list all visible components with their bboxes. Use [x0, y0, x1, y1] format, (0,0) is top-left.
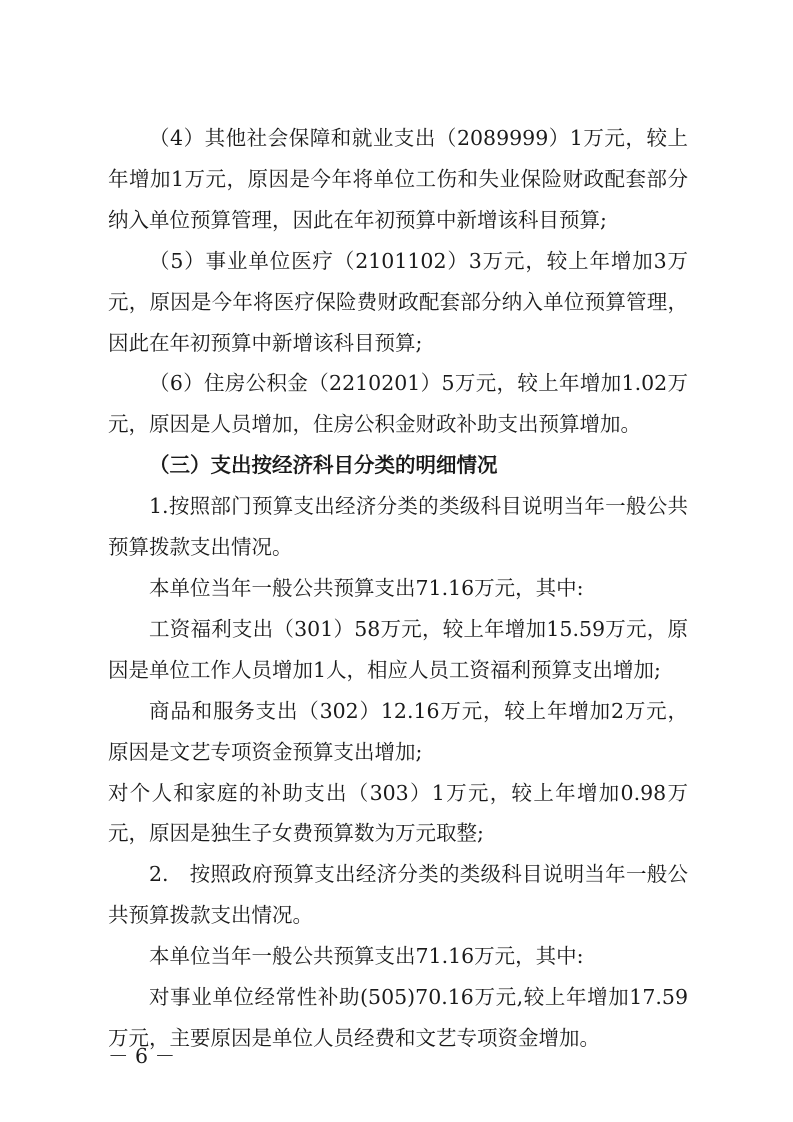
paragraph-household-subsidy: 对个人和家庭的补助支出（303）1万元，较上年增加0.98万元，原因是独生子女费预算数为万元取整; [108, 780, 688, 846]
paragraph-institution-subsidy: 对事业单位经常性补助(505)70.16万元,较上年增加17.59万元，主要原因是单位人员经费和文艺专项资金增加。 [108, 985, 688, 1050]
paragraph-goods-services: 商品和服务支出（302）12.16万元，较上年增加2万元，原因是文艺专项资金预算支出增加; [108, 698, 688, 764]
paragraph-total-expenditure-2: 本单位当年一般公共预算支出71.16万元，其中: [149, 944, 584, 969]
page-number: － 6 － [108, 1044, 176, 1068]
document-body [108, 118, 688, 1059]
paragraph-social-security: （4）其他社会保障和就业支出（2089999）1万元，较上年增加1万元，原因是今年将单位工伤和失业保险财政配套部分纳入单位预算管理，因此在年初预算中新增该科目预算; [108, 126, 688, 232]
paragraph-medical: （5）事业单位医疗（2101102）3万元，较上年增加3万元，原因是今年将医疗保险费财政配套部分纳入单位预算管理，因此在年初预算中新增该科目预算; [108, 248, 688, 355]
paragraph-total-expenditure: 本单位当年一般公共预算支出71.16万元，其中: [149, 575, 584, 600]
paragraph-wages-welfare: 工资福利支出（301）58万元，较上年增加15.59万元，原因是单位工作人员增加1人，相应人员工资福利预算支出增加; [108, 616, 688, 682]
paragraph-dept-budget-intro: 1.按照部门预算支出经济分类的类级科目说明当年一般公共预算拨款支出情况。 [108, 494, 688, 560]
paragraph-gov-budget-intro: 2. 按照政府预算支出经济分类的类级科目说明当年一般公共预算拨款支出情况。 [108, 862, 688, 928]
section-heading: （三）支出按经济科目分类的明细情况 [149, 453, 498, 478]
paragraph-housing-fund: （6）住房公积金（2210201）5万元，较上年增加1.02万元，原因是人员增加，住房公积金财政补助支出预算增加。 [108, 371, 688, 437]
